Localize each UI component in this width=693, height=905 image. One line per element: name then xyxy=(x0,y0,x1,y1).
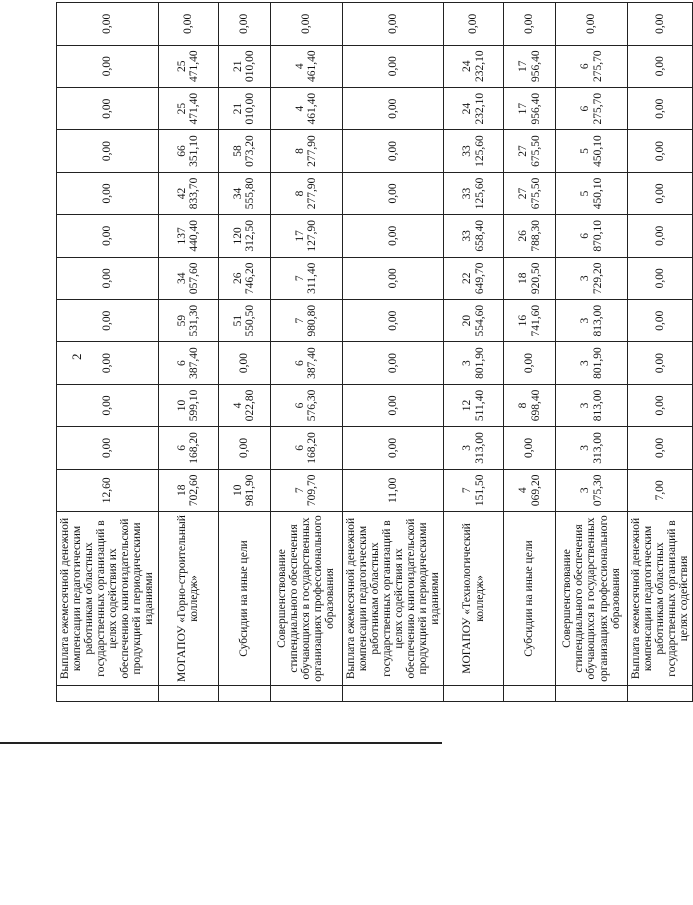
value-cell: 7 311,40 xyxy=(270,257,342,299)
value-cell: 4 022,80 xyxy=(218,384,270,426)
row-name-cell: Субсидии на иные цели xyxy=(504,512,556,686)
value-cell: 26 746,20 xyxy=(218,257,270,299)
value-cell: 3 813,00 xyxy=(556,299,628,341)
value-cell: 22 649,70 xyxy=(444,257,504,299)
value-cell: 0,00 xyxy=(342,384,444,426)
value-cell: 26 788,30 xyxy=(504,215,556,257)
value-cell: 21 010,00 xyxy=(218,87,270,129)
value-cell: 6 387,40 xyxy=(158,342,218,384)
value-cell: 27 675,50 xyxy=(504,130,556,172)
row-name-cell: Выплата ежемесячной денежной компенсации педагогическим работникам областных государственных организаций в целях содействия их обеспечению книгоиздательской продукцией и периодическими изданиями xyxy=(57,512,159,686)
value-cell: 0,00 xyxy=(628,87,693,129)
value-cell: 7 709,70 xyxy=(270,469,342,511)
table-row xyxy=(628,3,693,702)
value-cell: 6 870,10 xyxy=(556,215,628,257)
value-cell: 0,00 xyxy=(57,257,159,299)
value-cell: 0,00 xyxy=(342,172,444,214)
value-cell: 0,00 xyxy=(628,427,693,469)
value-cell: 0,00 xyxy=(57,87,159,129)
table-body xyxy=(57,3,693,702)
row-index-cell xyxy=(504,686,556,702)
value-cell: 0,00 xyxy=(57,215,159,257)
value-cell: 42 833,70 xyxy=(158,172,218,214)
table-row xyxy=(270,3,342,702)
row-name-cell: МОГАПОУ «Технологический колледж» xyxy=(444,512,504,686)
value-cell: 0,00 xyxy=(218,342,270,384)
value-cell: 0,00 xyxy=(628,215,693,257)
value-cell: 33 125,60 xyxy=(444,130,504,172)
value-cell: 3 313,00 xyxy=(444,427,504,469)
value-cell: 0,00 xyxy=(342,130,444,172)
value-cell: 25 471,40 xyxy=(158,45,218,87)
value-cell: 0,00 xyxy=(504,3,556,46)
value-cell: 0,00 xyxy=(628,384,693,426)
row-name-cell: МОГАПОУ «Горно-строительный колледж» xyxy=(158,512,218,686)
table-row xyxy=(556,3,628,702)
value-cell: 18 920,50 xyxy=(504,257,556,299)
value-cell: 0,00 xyxy=(628,342,693,384)
value-cell: 0,00 xyxy=(628,130,693,172)
value-cell: 24 232,10 xyxy=(444,45,504,87)
value-cell: 66 351,10 xyxy=(158,130,218,172)
value-cell: 33 658,40 xyxy=(444,215,504,257)
value-cell: 5 450,10 xyxy=(556,130,628,172)
value-cell: 0,00 xyxy=(57,130,159,172)
rotated-table-container xyxy=(56,2,691,702)
budget-table xyxy=(56,2,693,702)
value-cell: 0,00 xyxy=(270,3,342,46)
value-cell: 0,00 xyxy=(628,3,693,46)
row-index-cell xyxy=(628,686,693,702)
value-cell: 51 550,50 xyxy=(218,299,270,341)
value-cell: 137 440,40 xyxy=(158,215,218,257)
value-cell: 0,00 xyxy=(628,257,693,299)
value-cell: 120 312,50 xyxy=(218,215,270,257)
value-cell: 27 675,50 xyxy=(504,172,556,214)
value-cell: 5 450,10 xyxy=(556,172,628,214)
row-index-cell xyxy=(57,686,159,702)
value-cell: 0,00 xyxy=(158,3,218,46)
table-row xyxy=(57,3,159,702)
value-cell: 0,00 xyxy=(504,427,556,469)
value-cell: 0,00 xyxy=(342,45,444,87)
value-cell: 34 057,60 xyxy=(158,257,218,299)
value-cell: 0,00 xyxy=(57,3,159,46)
value-cell: 0,00 xyxy=(57,384,159,426)
table-row xyxy=(504,3,556,702)
row-index-cell xyxy=(444,686,504,702)
value-cell: 58 073,20 xyxy=(218,130,270,172)
value-cell: 0,00 xyxy=(628,172,693,214)
value-cell: 0,00 xyxy=(57,342,159,384)
value-cell: 0,00 xyxy=(57,45,159,87)
row-name-cell: Совершенствование стипендиального обеспечения обучающихся в государственных организациях профессионального образования xyxy=(270,512,342,686)
value-cell: 3 075,30 xyxy=(556,469,628,511)
value-cell: 3 313,00 xyxy=(556,427,628,469)
table-row xyxy=(218,3,270,702)
value-cell: 20 554,60 xyxy=(444,299,504,341)
value-cell: 8 277,90 xyxy=(270,172,342,214)
table-row xyxy=(342,3,444,702)
value-cell: 0,00 xyxy=(342,257,444,299)
value-cell: 10 981,90 xyxy=(218,469,270,511)
value-cell: 12 511,40 xyxy=(444,384,504,426)
value-cell: 7,00 xyxy=(628,469,693,511)
value-cell: 0,00 xyxy=(628,299,693,341)
value-cell: 0,00 xyxy=(342,427,444,469)
value-cell: 21 010,00 xyxy=(218,45,270,87)
table-row xyxy=(158,3,218,702)
value-cell: 4 461,40 xyxy=(270,87,342,129)
value-cell: 6 275,70 xyxy=(556,87,628,129)
table-row xyxy=(444,3,504,702)
value-cell: 17 127,90 xyxy=(270,215,342,257)
value-cell: 3 813,00 xyxy=(556,384,628,426)
value-cell: 16 741,60 xyxy=(504,299,556,341)
value-cell: 0,00 xyxy=(342,215,444,257)
value-cell: 25 471,40 xyxy=(158,87,218,129)
value-cell: 3 801,90 xyxy=(556,342,628,384)
value-cell: 33 125,60 xyxy=(444,172,504,214)
value-cell: 0,00 xyxy=(444,3,504,46)
row-name-cell: Выплата ежемесячной денежной компенсации педагогическим работникам областных государственных организаций в целях содействия их обеспечению книгоиздательской продукцией и периодическими изданиями xyxy=(342,512,444,686)
value-cell: 0,00 xyxy=(57,172,159,214)
value-cell: 6 275,70 xyxy=(556,45,628,87)
value-cell: 0,00 xyxy=(556,3,628,46)
value-cell: 0,00 xyxy=(628,45,693,87)
value-cell: 0,00 xyxy=(218,3,270,46)
row-index-cell xyxy=(158,686,218,702)
value-cell: 6 576,30 xyxy=(270,384,342,426)
value-cell: 7 151,50 xyxy=(444,469,504,511)
value-cell: 6 387,40 xyxy=(270,342,342,384)
value-cell: 0,00 xyxy=(218,427,270,469)
row-name-cell: Выплата ежемесячной денежной компенсации педагогическим работникам областных государственных организаций в целях содействия xyxy=(628,512,693,686)
value-cell: 59 531,30 xyxy=(158,299,218,341)
value-cell: 0,00 xyxy=(342,342,444,384)
row-index-cell xyxy=(342,686,444,702)
horizontal-rule xyxy=(0,742,442,744)
row-name-cell: Субсидии на иные цели xyxy=(218,512,270,686)
value-cell: 6 168,20 xyxy=(270,427,342,469)
value-cell: 10 599,10 xyxy=(158,384,218,426)
value-cell: 8 277,90 xyxy=(270,130,342,172)
row-index-cell xyxy=(556,686,628,702)
value-cell: 0,00 xyxy=(57,427,159,469)
value-cell: 18 702,60 xyxy=(158,469,218,511)
value-cell: 0,00 xyxy=(342,299,444,341)
row-index-cell xyxy=(218,686,270,702)
row-name-cell: Совершенствование стипендиального обеспечения обучающихся в государственных организациях профессионального образования xyxy=(556,512,628,686)
value-cell: 6 168,20 xyxy=(158,427,218,469)
value-cell: 4 461,40 xyxy=(270,45,342,87)
value-cell: 8 698,40 xyxy=(504,384,556,426)
value-cell: 17 956,40 xyxy=(504,87,556,129)
value-cell: 3 729,20 xyxy=(556,257,628,299)
value-cell: 3 801,90 xyxy=(444,342,504,384)
value-cell: 12,60 xyxy=(57,469,159,511)
value-cell: 0,00 xyxy=(342,87,444,129)
value-cell: 7 980,80 xyxy=(270,299,342,341)
value-cell: 17 956,40 xyxy=(504,45,556,87)
value-cell: 0,00 xyxy=(342,3,444,46)
value-cell: 24 232,10 xyxy=(444,87,504,129)
value-cell: 0,00 xyxy=(57,299,159,341)
value-cell: 4 069,20 xyxy=(504,469,556,511)
row-index-cell xyxy=(270,686,342,702)
value-cell: 11,00 xyxy=(342,469,444,511)
page-number: 2 xyxy=(69,353,84,360)
value-cell: 34 555,80 xyxy=(218,172,270,214)
value-cell: 0,00 xyxy=(504,342,556,384)
